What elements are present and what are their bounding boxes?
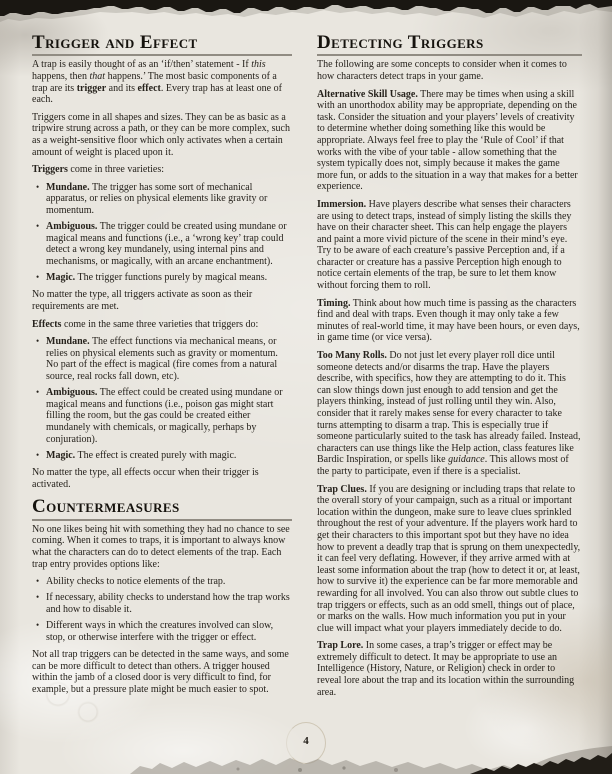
bold-run: Too Many Rolls. [317,350,387,362]
text-run: . This allows most of the party to participate, even if there is a specialist. [317,454,569,477]
text-run: Different ways in which the creatures involved can slow, stop, or otherwise interfere with the trigger or effect. [46,619,274,643]
text-run: . Every trap has at least one of each. [32,82,282,106]
text-run: Do not just let every player roll dice until someone detects and/or disarms the trap. Have the players describe, with specifics, how they are attempting to do it. This can slow things down just enough to add tension and get the players thinking, instead of just rolling until they win. Also, consider that it rarely makes sense for every character to take turns attempting to disarm a trap. This is especially true if someone particularly suited to the task has already failed. Instead, characters can use things like the Help action, class features like Bardic Inspiration, or spells like [317,350,581,466]
text-run: If you are designing or including traps that relate to the overall story of your campaign, such as a ritual or important location within the dungeon, make sure to leave clues sprinkled throughout the rest of your adventure. If the players work hard to get their characters to this important spot but they have no idea how to prevent a deadly trap that is sprung on them unexpectedly, it can feel very deflating. However, if they arrive armed with at least some information about the trap (how to detect it or, at least, how to survive it) the experience can be far more memorable and rewarding for all involved. You can also throw out subtle clues to trap triggers or effects, such as an odd smell, things out of place, or marks on the walls. How much information you put in your clue will impact what your players immediately decide to do. [317,483,581,634]
bold-run: Triggers [32,164,68,176]
paragraph [317,89,582,193]
bold-run: Mundane. [46,336,90,348]
bullet-item [32,272,292,284]
bullet-item [32,387,292,445]
text-run: Think about how much time is passing as the characters find and deal with traps. Even though it may only take a few minutes of real-world time, it may have been hours, or even days, in game time (or vice versa). [317,297,580,344]
text-run: The following are some concepts to consider when it comes to how characters detect traps in your game. [317,59,567,82]
section-heading [32,33,292,56]
paragraph [32,164,292,176]
text-run: A trap is easily thought of as an ‘if/then’ statement - If [32,59,252,71]
text-run: Detecting Triggers [317,32,484,53]
text-run: If necessary, ability checks to understand how the trap works and how to disable it. [46,592,290,615]
paragraph [32,289,292,312]
text-run: The trigger functions purely by magical means. [75,271,268,283]
bold-run: Ambiguous. [46,387,98,399]
text-run: and its [106,82,138,94]
text-run: No matter the type, all triggers activate as soon as their requirements are met. [32,289,253,313]
section-heading [32,497,292,520]
text-run: Countermeasures [32,496,180,518]
paragraph [32,112,292,158]
bullet-item [32,592,292,615]
bold-run: trigger [76,82,107,94]
bullet-item [32,450,292,462]
torn-edge-top [0,0,612,30]
paragraph [32,467,292,490]
bullet-item [32,576,292,588]
text-run: The effect functions via mechanical means, or relies on physical elements such as gravity or momentum. No part of the effect is magical (fire comes from a natural source, real rocks fall down, etc). [46,336,278,383]
bold-run: Magic. [46,449,76,461]
paragraph [32,524,292,570]
left-column [32,33,292,763]
paragraph [317,640,582,698]
text-run: The effect could be created using mundane or magical means and functions (i.e., poison gas might start filling the room, but the gas could be created either mundanely with chemicals, or magically, perhaps by conjuration). [46,387,283,445]
bold-run: Trap Lore. [317,640,364,652]
text-run: Trigger and Effect [32,32,198,53]
section-heading [317,33,582,56]
paragraph [32,319,292,331]
text-run: happens, then [32,70,90,82]
bullet-item [32,221,292,267]
italic-run: that [89,70,106,82]
paragraph [32,649,292,695]
paragraph [317,298,582,344]
text-run: Have players describe what senses their characters are using to detect traps, instead of simply listing the skills they have on their character sheet. This can help engage the players and paint a more vivid picture of the scene in their mind’s eye. Try to be aware of each creature’s passive Perception and, if a character or creature has a passive Perception high enough to notice certain elements of the trap, be sure to let them know without forcing them to roll. [317,198,572,292]
page-content [32,33,582,763]
bullet-list [32,182,292,284]
text-run: Triggers come in all shapes and sizes. They can be as basic as a tripwire strung across a path, or they can be more complex, such as a weight-sensitive floor which only activates when a certain amount of weight is placed upon it. [32,111,290,158]
text-run: The effect is created purely with magic. [75,449,237,461]
text-run: No one likes being hit with something they had no chance to see coming. When it comes to traps, it is important to always know what the characters can do to detect elements of the trap. Each trap entry provides options like: [32,523,290,570]
bold-run: Mundane. [46,181,90,193]
bold-run: Timing. [317,297,351,309]
bullet-list [32,336,292,461]
bold-run: Ambiguous. [46,221,98,232]
italic-run: guidance [448,454,485,466]
text-run: There may be times when using a skill with an unorthodox ability may be appropriate, depending on the task. Consider the situation and your players’ levels of creativity to determine whether doing something like this would be appropriate. Always feel free to play the ‘Rule of Cool’ if that works with the vibe of your table - allow something that the system typically does not, simply because it makes the game more fun, or adds to the situation in a way that makes for a better experience. [317,88,578,193]
text-run: Ability checks to notice elements of the trap. [46,576,226,588]
italic-run: this [251,59,266,71]
text-run: In some cases, a trap’s trigger or effect may be extremely difficult to detect. It may be appropriate to use an Intelligence (History, Nature, or Religion) check in order to reveal lore about the trap and its location within the surrounding area. [317,640,575,698]
bullet-item [32,620,292,643]
bold-run: Trap Clues. [317,483,367,495]
bullet-item [32,336,292,382]
paragraph [317,484,582,635]
page-number: 4 [303,735,309,747]
bold-run: Magic. [46,271,76,283]
paragraph [317,59,582,82]
text-run: happens.’ The most basic components of a trap are its [32,70,277,94]
right-column [317,33,582,763]
text-run: Not all trap triggers can be detected in the same ways, and some can be more difficult to detect than others. A trigger housed within the jamb of a closed door is very difficult to find, for example, but a pressure plate might be much easier to spot. [32,649,289,695]
text-run: The trigger has some sort of mechanical apparatus, or relies on physical elements like gravity or momentum. [46,181,268,216]
bold-run: Effects [32,318,62,330]
paragraph [317,350,582,478]
text-run: The trigger could be created using mundane or magical means and functions (i.e., a ‘wrong key’ trap could detect a wrong key mundanely, using internal pins and mechanisms, or magically, with an arcane enchantment). [46,221,287,267]
text-run: come in three varieties: [67,164,164,176]
bold-run: Immersion. [317,198,367,210]
bold-run: effect [137,82,161,94]
paragraph [32,59,292,105]
paragraph [317,199,582,292]
bullet-item [32,182,292,217]
bold-run: Alternative Skill Usage. [317,88,418,100]
text-run: come in the same three varieties that triggers do: [61,318,259,330]
bullet-list [32,576,292,643]
text-run: No matter the type, all effects occur when their trigger is activated. [32,467,259,490]
